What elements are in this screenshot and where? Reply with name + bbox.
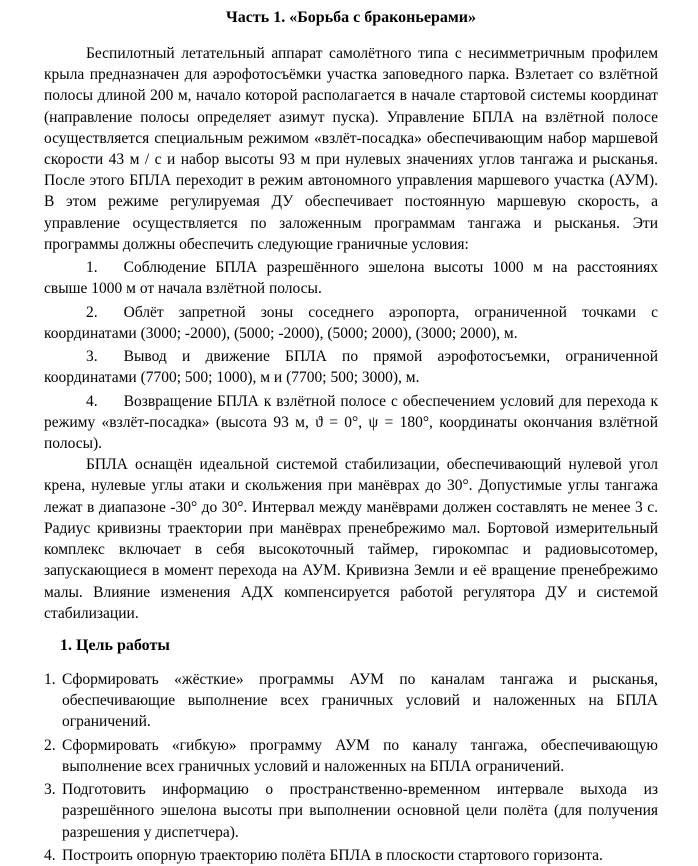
goal-text: Построить опорную траекторию полёта БПЛА в плоскости стартового горизонта. [62, 846, 603, 864]
body-paragraph: БПЛА оснащён идеальной системой стабилизации, обеспечивающий нулевой угол крена, нулевые углы атаки и скольжения при манёврах до 30°. Допустимые углы тангажа лежат в диапазоне -30° до 30°. Интервал между манёврами должен составлять не менее 3 с. Радиус кривизны траектории при манёврах пренебрежимо мал. Бортовой измерительный комплекс включает в себя высокоточный таймер, гирокомпас и радиовысотомер, запускающиеся в момент перехода на АУМ. Кривизна Земли и её вращение пренебрежимо малы. Влияние изменения АДХ компенсируется работой регулятора ДУ и системой стабилизации. [44, 456, 658, 622]
goal-number: 2. [44, 736, 56, 754]
goal-item-2 [44, 735, 658, 777]
condition-number: 1. [86, 259, 98, 277]
goal-number: 3. [44, 781, 56, 799]
goal-number: 4. [44, 846, 56, 864]
condition-item-4 [44, 391, 658, 455]
intro-paragraph: Беспилотный летательный аппарат самолётного типа с несимметричным профилем крыла предназначен для аэрофотосъёмки участка заповедного парка. Взлетает со взлётной полосы длиной 200 м, начало которой располагается в начале стартовой системы координат (направление полосы определяет азимут пуска). Управление БПЛА на взлётной полосе осуществляется специальным режимом «взлёт-посадка» обеспечивающим набор маршевой скорости 43 м / с и набор высоты 93 м при нулевых значениях углов тангажа и рысканья. После этого БПЛА переходит в режим автономного управления маршевого участка (АУМ). В этом режиме регулируемая ДУ обеспечивает постоянную маршевую скорость, а управление осуществляется по заложенным программам тангажа и рысканья. Эти программы должны обеспечить следующие граничные условия: [44, 44, 658, 253]
condition-text: Вывод и движение БПЛА по прямой аэрофотосъемки, ограниченной координатами (7700; 500; 1000), м и (7700; 500; 3000), м. [44, 348, 658, 387]
condition-text: Соблюдение БПЛА разрешённого эшелона высоты 1000 м на расстояниях свыше 1000 м от начала взлётной полосы. [44, 259, 658, 298]
condition-item-2 [44, 302, 658, 344]
goal-text: Сформировать «жёсткие» программы АУМ по каналам тангажа и рысканья, обеспечивающие выполнение всех граничных условий и наложенных на БПЛА ограничений. [62, 670, 658, 731]
goal-item-4 [44, 845, 658, 866]
condition-number: 2. [86, 303, 98, 321]
section-heading: 1. Цель работы [60, 637, 170, 655]
condition-text: Облёт запретной зоны соседнего аэропорта, ограниченной точками с координатами (3000; -2000), (5000; -2000), (5000; 2000), (3000; 2000), м. [44, 303, 658, 342]
document-title: Часть 1. «Борьба с браконьерами» [226, 9, 476, 26]
goal-text: Подготовить информацию о пространственно-временном интервале выхода из разрешённого эшелона высоты при выполнении основной цели полёта (для получения разрешения у диспетчера). [62, 781, 658, 841]
condition-item-3 [44, 346, 658, 388]
condition-number: 4. [86, 392, 98, 410]
goal-item-1 [44, 669, 658, 733]
goal-number: 1. [44, 670, 56, 688]
goal-item-3 [44, 779, 658, 843]
condition-number: 3. [86, 348, 98, 366]
goal-text: Сформировать «гибкую» программу АУМ по каналу тангажа, обеспечивающую выполнение всех граничных условий и наложенных на БПЛА ограничений. [62, 736, 658, 775]
condition-item-1 [44, 257, 658, 299]
condition-text: Возвращение БПЛА к взлётной полосе с обеспечением условий для перехода к режиму «взлёт-посадка» (высота 93 м, ϑ = 0°, ψ = 180°, координаты окончания взлётной полосы). [44, 392, 658, 453]
